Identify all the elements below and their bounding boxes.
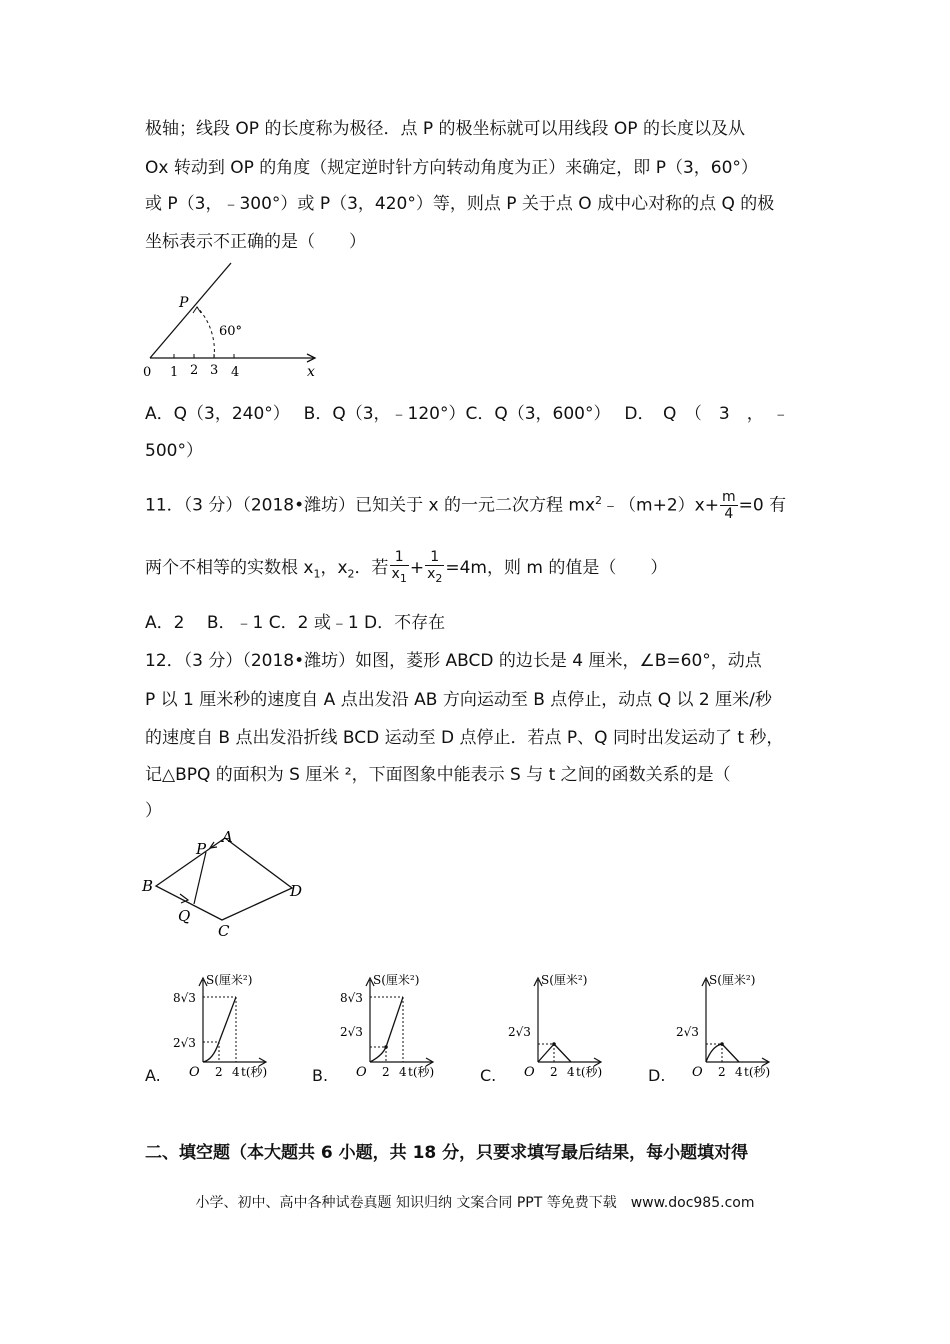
q10-line-1: 极轴；线段 OP 的长度称为极径．点 P 的极坐标就可以用线段 OP 的长度以及从 <box>145 119 745 139</box>
vertex-A: A <box>222 828 233 846</box>
graph-d <box>668 972 803 1082</box>
vertex-B: B <box>142 877 154 895</box>
q10-line-2: Ox 转动到 OP 的角度（规定逆时针方向转动角度为正）来确定，即 P（3，60°） <box>145 158 758 178</box>
q12-line-2: P 以 1 厘米秒的速度自 A 点出发沿 AB 方向运动至 B 点停止，动点 Q 以 2 厘米/秒 <box>145 690 772 710</box>
svg-text:8√3: 8√3 <box>173 991 196 1005</box>
point-P: P <box>196 840 207 858</box>
svg-text:8√3: 8√3 <box>340 991 363 1005</box>
graph-c <box>500 972 635 1082</box>
q12-line-4: 记△BPQ 的面积为 S 厘米 ²，下面图象中能表示 S 与 t 之间的函数关系的是（ <box>145 765 731 785</box>
vertex-D: D <box>290 882 303 900</box>
svg-text:4: 4 <box>399 1065 407 1079</box>
svg-text:S(厘米²): S(厘米²) <box>709 973 756 987</box>
svg-text:4: 4 <box>567 1065 575 1079</box>
svg-text:t(秒): t(秒) <box>241 1065 268 1079</box>
q11-line-1: 11．（3 分）（2018•潍坊）已知关于 x 的一元二次方程 $mx^2﹣(m+2)x+$ $\frac{m}{4}$ =0 有 <box>145 489 787 523</box>
tick-0: 0 <box>143 365 152 380</box>
q10-line-4: 坐标表示不正确的是（ ） <box>145 232 366 252</box>
svg-text:O: O <box>524 1065 535 1080</box>
graph-label-c: C. <box>480 1066 497 1085</box>
svg-text:2√3: 2√3 <box>508 1025 531 1039</box>
fraction-1-over-x2: $\frac{1}{x_2}$ <box>427 549 443 585</box>
q10-options: A．Q（3，240°） B．Q（3，﹣120°）C．Q（3，600°） D． Q （ 3 ， ﹣ <box>145 404 790 424</box>
svg-text:2√3: 2√3 <box>676 1025 699 1039</box>
polar-figure <box>135 255 335 385</box>
tick-1: 1 <box>170 365 179 380</box>
svg-text:O: O <box>189 1065 200 1080</box>
svg-text:S(厘米²): S(厘米²) <box>541 973 588 987</box>
q11-options: A．2 B．﹣1 C．2 或﹣1 D．不存在 <box>145 613 446 633</box>
svg-text:t(秒): t(秒) <box>576 1065 603 1079</box>
svg-text:2√3: 2√3 <box>340 1025 363 1039</box>
q11-line-2: 两个不相等的实数根 $x_1$，$x_2$．若 $\frac{1}{x_1}$ + $\frac{1}{x_2}$ =4m，则 m 的值是（ ） <box>145 549 668 585</box>
q12-line-1: 12．（3 分）（2018•潍坊）如图，菱形 ABCD 的边长是 4 厘米，∠B=60°，动点 <box>145 651 762 671</box>
label-P: P <box>179 295 189 311</box>
graph-b <box>332 972 467 1082</box>
tick-4: 4 <box>231 365 240 380</box>
rhombus-figure <box>138 826 318 941</box>
q10-line-3: 或 P（3，﹣300°）或 P（3，420°）等，则点 P 关于点 O 成中心对称的点 Q 的极 <box>145 194 775 214</box>
section-2-heading: 二、填空题（本大题共 6 小题，共 18 分，只要求填写最后结果，每小题填对得 <box>145 1143 749 1163</box>
svg-text:4: 4 <box>735 1065 743 1079</box>
q10-options-cont: 500°） <box>145 441 203 461</box>
svg-text:S(厘米²): S(厘米²) <box>206 973 253 987</box>
svg-text:O: O <box>356 1065 367 1080</box>
svg-text:O: O <box>692 1065 703 1080</box>
svg-text:t(秒): t(秒) <box>744 1065 771 1079</box>
svg-text:2: 2 <box>382 1065 390 1079</box>
graph-a <box>165 972 300 1082</box>
q12-line-3: 的速度自 B 点出发沿折线 BCD 运动至 D 点停止．若点 P、Q 同时出发运动了 t 秒， <box>145 728 784 748</box>
svg-text:S(厘米²): S(厘米²) <box>373 973 420 987</box>
fraction-1-over-x1: $\frac{1}{x_1}$ <box>391 549 407 585</box>
point-Q: Q <box>178 907 191 925</box>
svg-text:t(秒): t(秒) <box>408 1065 435 1079</box>
axis-x-label: x <box>307 364 315 380</box>
svg-text:4: 4 <box>232 1065 240 1079</box>
svg-text:2: 2 <box>718 1065 726 1079</box>
footer: 小学、初中、高中各种试卷真题 知识归纳 文案合同 PPT 等免费下载 www.doc985.com <box>195 1195 755 1211</box>
graph-label-b: B. <box>312 1066 329 1085</box>
tick-3: 3 <box>210 363 219 378</box>
q12-line-5: ） <box>145 801 162 821</box>
tick-2: 2 <box>190 363 199 378</box>
svg-text:2: 2 <box>550 1065 558 1079</box>
svg-text:2√3: 2√3 <box>173 1036 196 1050</box>
angle-label: 60° <box>219 324 243 339</box>
svg-text:2: 2 <box>215 1065 223 1079</box>
vertex-C: C <box>218 922 230 940</box>
graph-label-a: A. <box>145 1066 161 1085</box>
graph-label-d: D. <box>648 1066 666 1085</box>
fraction-m-over-4: $\frac{m}{4}$ <box>721 489 736 523</box>
